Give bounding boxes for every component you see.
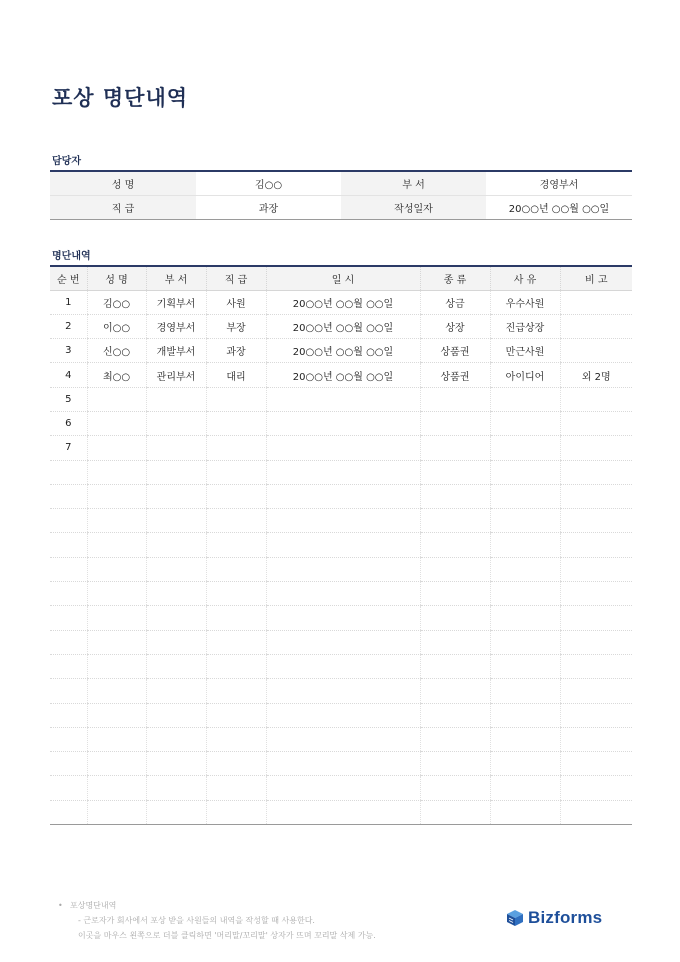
cell-position xyxy=(206,630,266,654)
cell-type xyxy=(420,484,490,508)
cell-remarks xyxy=(560,800,632,824)
cell-department xyxy=(146,703,206,727)
cell-department: 개발부서 xyxy=(146,339,206,363)
cell-number xyxy=(50,727,87,751)
cell-name xyxy=(87,606,146,630)
cell-position xyxy=(206,679,266,703)
table-row xyxy=(50,509,632,533)
cell-number: 6 xyxy=(50,411,87,435)
cell-type xyxy=(420,509,490,533)
table-row xyxy=(50,606,632,630)
cell-department: 관리부서 xyxy=(146,363,206,387)
table-row xyxy=(50,679,632,703)
cell-name xyxy=(87,484,146,508)
manager-section-label: 담당자 xyxy=(52,156,81,167)
cell-number xyxy=(50,630,87,654)
cell-remarks xyxy=(560,752,632,776)
cell-name xyxy=(87,582,146,606)
cell-reason xyxy=(490,582,560,606)
cell-type: 상품권 xyxy=(420,363,490,387)
column-header: 비 고 xyxy=(560,266,632,290)
column-header: 종 류 xyxy=(420,266,490,290)
column-header: 사 유 xyxy=(490,266,560,290)
cell-datetime xyxy=(266,436,420,460)
table-header-row xyxy=(50,266,632,290)
cell-number xyxy=(50,484,87,508)
name-value: 김○○ xyxy=(196,171,341,195)
table-row xyxy=(50,752,632,776)
department-value: 경영부서 xyxy=(486,171,632,195)
cell-datetime: 20○○년 ○○월 ○○일 xyxy=(266,339,420,363)
cell-department xyxy=(146,387,206,411)
cell-reason xyxy=(490,752,560,776)
cell-number xyxy=(50,557,87,581)
cell-remarks xyxy=(560,484,632,508)
cell-remarks xyxy=(560,290,632,314)
cell-type xyxy=(420,582,490,606)
cell-department xyxy=(146,411,206,435)
column-header: 부 서 xyxy=(146,266,206,290)
cell-type xyxy=(420,727,490,751)
table-row xyxy=(50,557,632,581)
cell-position xyxy=(206,776,266,800)
table-row xyxy=(50,776,632,800)
cell-type: 상품권 xyxy=(420,339,490,363)
cell-datetime xyxy=(266,411,420,435)
cell-remarks xyxy=(560,606,632,630)
cell-position xyxy=(206,533,266,557)
bizforms-logo xyxy=(506,908,602,928)
list-section-label: 명단내역 xyxy=(52,251,91,262)
column-header: 직 급 xyxy=(206,266,266,290)
cell-remarks xyxy=(560,533,632,557)
position-value: 과장 xyxy=(258,203,279,215)
cell-name: 신○○ xyxy=(87,339,146,363)
manager-row xyxy=(50,171,632,195)
bizforms-logo-icon xyxy=(506,909,524,927)
cell-datetime xyxy=(266,557,420,581)
cell-reason xyxy=(490,484,560,508)
cell-reason xyxy=(490,703,560,727)
cell-position: 대리 xyxy=(206,363,266,387)
cell-position xyxy=(206,557,266,581)
table-row xyxy=(50,460,632,484)
cell-reason xyxy=(490,557,560,581)
cell-reason: 만근사원 xyxy=(490,339,560,363)
name-label: 성 명 xyxy=(50,171,196,195)
cell-type xyxy=(420,411,490,435)
cell-number: 3 xyxy=(50,339,87,363)
cell-name xyxy=(87,654,146,678)
cell-name xyxy=(87,509,146,533)
table-row xyxy=(50,290,632,314)
cell-datetime xyxy=(266,606,420,630)
cell-type xyxy=(420,679,490,703)
table-row xyxy=(50,630,632,654)
cell-department xyxy=(146,752,206,776)
cell-datetime xyxy=(266,387,420,411)
cell-type xyxy=(420,460,490,484)
cell-number xyxy=(50,582,87,606)
cell-number xyxy=(50,703,87,727)
date-label: 작성일자 xyxy=(341,195,486,219)
cell-department xyxy=(146,727,206,751)
cell-remarks xyxy=(560,630,632,654)
table-row xyxy=(50,411,632,435)
footer-notes xyxy=(58,898,376,943)
cell-remarks xyxy=(560,411,632,435)
cell-type: 상금 xyxy=(420,290,490,314)
cell-datetime xyxy=(266,752,420,776)
cell-number: 5 xyxy=(50,387,87,411)
cell-reason xyxy=(490,776,560,800)
cell-position xyxy=(206,800,266,824)
cell-remarks xyxy=(560,703,632,727)
notes-line: - 근로자가 회사에서 포상 받을 사원들의 내역을 작성할 때 사용한다. xyxy=(78,916,315,925)
table-row xyxy=(50,533,632,557)
cell-department xyxy=(146,582,206,606)
cell-reason xyxy=(490,630,560,654)
cell-name: 이○○ xyxy=(87,314,146,338)
cell-type xyxy=(420,800,490,824)
cell-type xyxy=(420,776,490,800)
cell-number xyxy=(50,606,87,630)
table-row xyxy=(50,363,632,387)
cell-datetime xyxy=(266,484,420,508)
cell-department xyxy=(146,679,206,703)
department-label: 부 서 xyxy=(341,171,486,195)
table-row xyxy=(50,582,632,606)
cell-number: 2 xyxy=(50,314,87,338)
cell-number: 1 xyxy=(50,290,87,314)
cell-remarks xyxy=(560,582,632,606)
cell-reason xyxy=(490,679,560,703)
award-list-table xyxy=(50,265,632,825)
cell-name xyxy=(87,776,146,800)
cell-remarks xyxy=(560,339,632,363)
cell-position xyxy=(206,484,266,508)
cell-datetime xyxy=(266,630,420,654)
cell-position: 사원 xyxy=(206,290,266,314)
page-title: 포상 명단내역 xyxy=(52,86,189,110)
cell-department xyxy=(146,800,206,824)
logo-text: Bizforms xyxy=(528,908,603,927)
cell-department xyxy=(146,460,206,484)
cell-department xyxy=(146,630,206,654)
cell-name xyxy=(87,533,146,557)
cell-department xyxy=(146,654,206,678)
cell-position xyxy=(206,654,266,678)
cell-position xyxy=(206,509,266,533)
cell-name: 최○○ xyxy=(87,363,146,387)
cell-remarks xyxy=(560,314,632,338)
cell-remarks: 외 2명 xyxy=(560,363,632,387)
cell-position: 부장 xyxy=(206,314,266,338)
table-row xyxy=(50,703,632,727)
cell-remarks xyxy=(560,776,632,800)
cell-department: 기획부서 xyxy=(146,290,206,314)
cell-department: 경영부서 xyxy=(146,314,206,338)
cell-datetime xyxy=(266,654,420,678)
cell-number xyxy=(50,654,87,678)
cell-type xyxy=(420,752,490,776)
cell-department xyxy=(146,776,206,800)
cell-department xyxy=(146,484,206,508)
cell-reason: 아이디어 xyxy=(490,363,560,387)
cell-remarks xyxy=(560,460,632,484)
cell-name xyxy=(87,460,146,484)
column-header: 일 시 xyxy=(266,266,420,290)
notes-line: 이곳을 마우스 왼쪽으로 더블 클릭하면 '머리말/꼬리말' 상자가 뜨며 꼬리말 삭제 가능. xyxy=(78,931,376,940)
cell-datetime: 20○○년 ○○월 ○○일 xyxy=(266,290,420,314)
cell-type xyxy=(420,703,490,727)
cell-reason: 진급상장 xyxy=(490,314,560,338)
cell-number xyxy=(50,800,87,824)
cell-name xyxy=(87,411,146,435)
cell-number xyxy=(50,533,87,557)
cell-datetime xyxy=(266,727,420,751)
cell-datetime xyxy=(266,703,420,727)
cell-reason xyxy=(490,800,560,824)
cell-datetime xyxy=(266,800,420,824)
cell-reason xyxy=(490,606,560,630)
manager-table xyxy=(50,170,632,220)
cell-department xyxy=(146,509,206,533)
cell-remarks xyxy=(560,557,632,581)
cell-name xyxy=(87,727,146,751)
cell-department xyxy=(146,533,206,557)
cell-type xyxy=(420,654,490,678)
cell-department xyxy=(146,436,206,460)
cell-reason xyxy=(490,727,560,751)
cell-datetime: 20○○년 ○○월 ○○일 xyxy=(266,314,420,338)
cell-type xyxy=(420,557,490,581)
table-row xyxy=(50,727,632,751)
cell-position xyxy=(206,387,266,411)
cell-datetime xyxy=(266,582,420,606)
cell-type xyxy=(420,533,490,557)
cell-name xyxy=(87,800,146,824)
table-row xyxy=(50,387,632,411)
cell-position xyxy=(206,703,266,727)
position-label: 직 급 xyxy=(50,195,196,219)
cell-type xyxy=(420,630,490,654)
cell-reason xyxy=(490,436,560,460)
column-header: 성 명 xyxy=(87,266,146,290)
cell-type xyxy=(420,387,490,411)
cell-number: 4 xyxy=(50,363,87,387)
cell-remarks xyxy=(560,727,632,751)
cell-datetime xyxy=(266,533,420,557)
cell-name xyxy=(87,436,146,460)
cell-datetime: 20○○년 ○○월 ○○일 xyxy=(266,363,420,387)
cell-position xyxy=(206,606,266,630)
cell-type xyxy=(420,436,490,460)
cell-reason xyxy=(490,460,560,484)
cell-type xyxy=(420,606,490,630)
cell-datetime xyxy=(266,509,420,533)
cell-position: 과장 xyxy=(206,339,266,363)
column-header: 순 번 xyxy=(50,266,87,290)
cell-remarks xyxy=(560,387,632,411)
cell-remarks xyxy=(560,436,632,460)
cell-datetime xyxy=(266,460,420,484)
cell-number xyxy=(50,752,87,776)
cell-department xyxy=(146,606,206,630)
cell-position xyxy=(206,582,266,606)
notes-title: 포상명단내역 xyxy=(70,901,117,910)
bullet-icon: • xyxy=(58,901,63,910)
cell-name xyxy=(87,752,146,776)
cell-name xyxy=(87,679,146,703)
cell-type: 상장 xyxy=(420,314,490,338)
cell-reason xyxy=(490,533,560,557)
cell-position xyxy=(206,436,266,460)
cell-position xyxy=(206,727,266,751)
cell-remarks xyxy=(560,654,632,678)
date-value: 20○○년 ○○월 ○○일 xyxy=(508,203,610,215)
cell-reason: 우수사원 xyxy=(490,290,560,314)
cell-remarks xyxy=(560,679,632,703)
cell-name xyxy=(87,557,146,581)
cell-reason xyxy=(490,387,560,411)
cell-name xyxy=(87,703,146,727)
cell-position xyxy=(206,411,266,435)
cell-number: 7 xyxy=(50,436,87,460)
cell-name xyxy=(87,630,146,654)
cell-number xyxy=(50,460,87,484)
table-row xyxy=(50,800,632,824)
cell-remarks xyxy=(560,509,632,533)
table-row xyxy=(50,436,632,460)
cell-reason xyxy=(490,411,560,435)
cell-name xyxy=(87,387,146,411)
cell-datetime xyxy=(266,776,420,800)
table-row xyxy=(50,339,632,363)
cell-department xyxy=(146,557,206,581)
cell-position xyxy=(206,752,266,776)
cell-datetime xyxy=(266,679,420,703)
cell-number xyxy=(50,679,87,703)
manager-row xyxy=(50,195,632,219)
cell-position xyxy=(206,460,266,484)
cell-reason xyxy=(490,654,560,678)
cell-number xyxy=(50,509,87,533)
table-row xyxy=(50,654,632,678)
cell-name: 김○○ xyxy=(87,290,146,314)
table-row xyxy=(50,314,632,338)
table-row xyxy=(50,484,632,508)
cell-reason xyxy=(490,509,560,533)
cell-number xyxy=(50,776,87,800)
